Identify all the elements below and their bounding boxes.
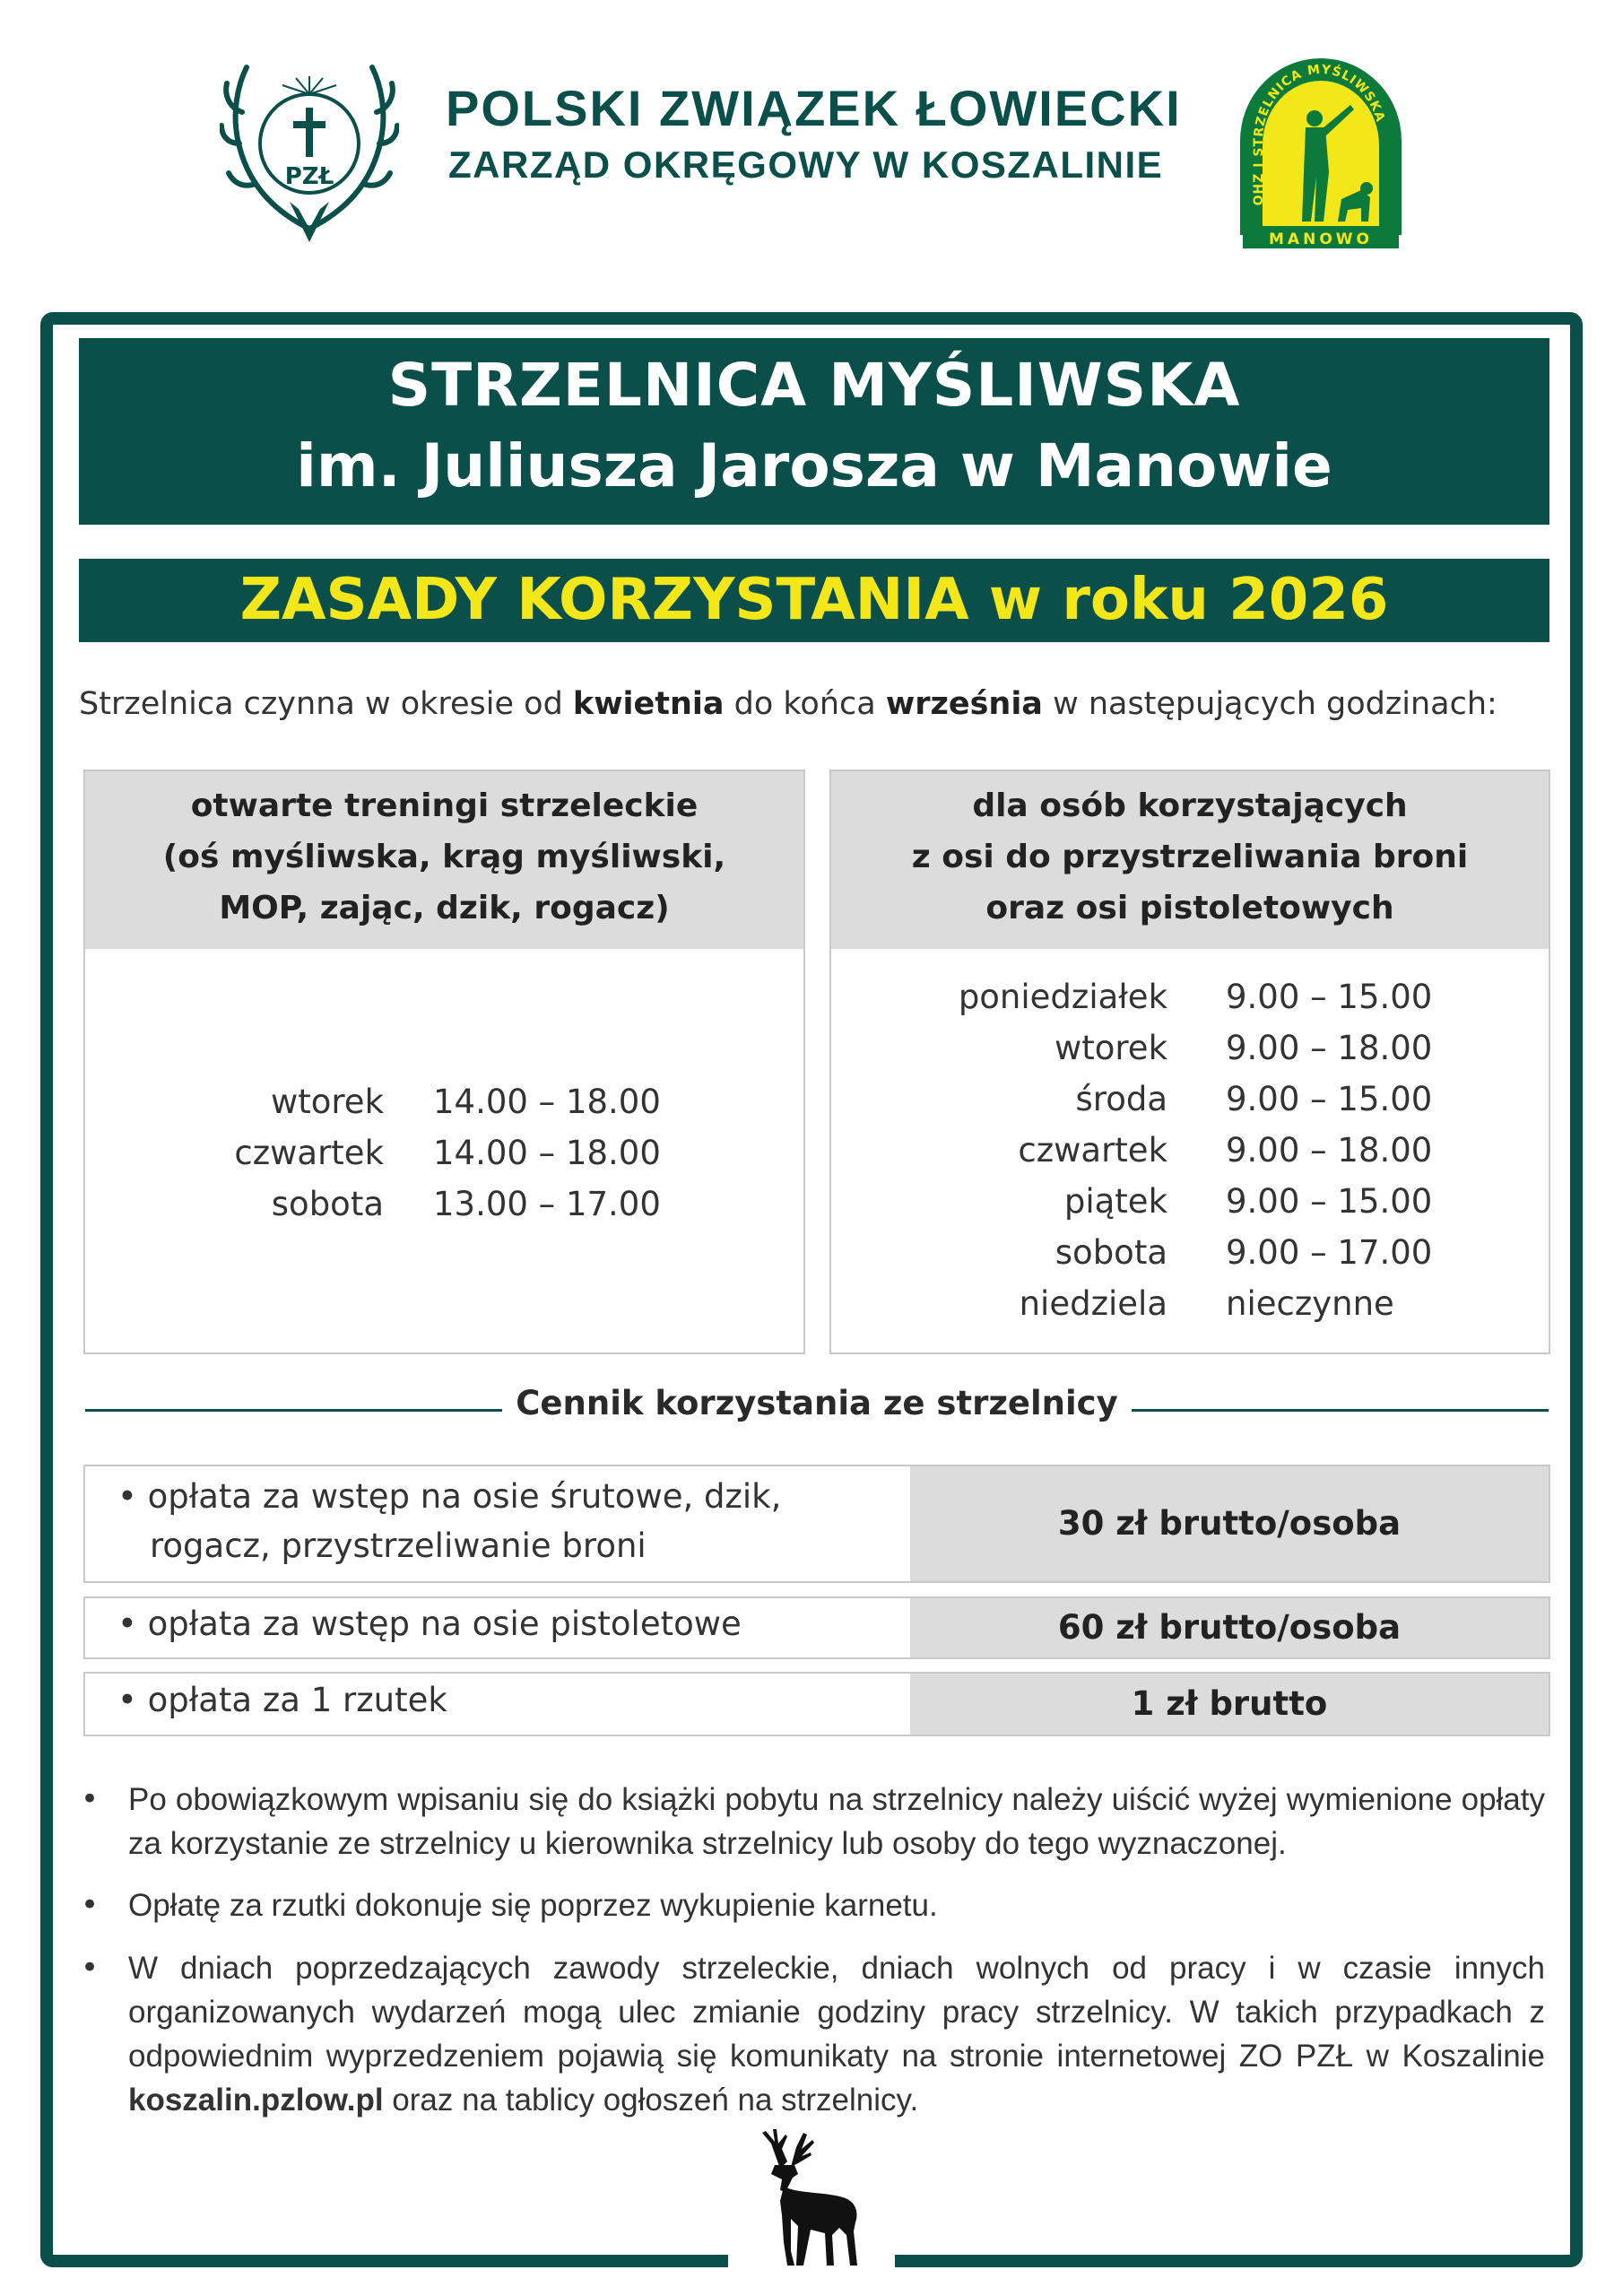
intro-part-2: do końca bbox=[724, 686, 886, 722]
schedule-hours: 13.00 – 17.00 bbox=[433, 1185, 661, 1223]
price-row bbox=[83, 1596, 1550, 1659]
price-description: • opłata za 1 rzutek bbox=[117, 1681, 447, 1719]
rules-title: ZASADY KORZYSTANIA w roku 2026 bbox=[79, 559, 1549, 642]
schedule-day: wtorek bbox=[271, 1083, 384, 1121]
schedule-hours: 14.00 – 18.00 bbox=[433, 1134, 661, 1172]
pricing-title: Cennik korzystania ze strzelnicy bbox=[516, 1384, 1118, 1422]
website-link[interactable]: koszalin.pzlow.pl bbox=[128, 2083, 384, 2118]
schedule-day: wtorek bbox=[1055, 1029, 1167, 1067]
schedule-day: czwartek bbox=[234, 1134, 384, 1172]
note-1: Po obowiązkowym wpisaniu się do książki pobytu na strzelnicy należy uiścić wyżej wymienione opłaty za korzystanie ze strzelnicy u kierownika strzelnicy lub osoby do tego wyznaczonej. bbox=[128, 1782, 1545, 1861]
bullet-icon: • bbox=[81, 1781, 100, 1817]
organization-name: POLSKI ZWIĄZEK ŁOWIECKI bbox=[446, 80, 1182, 136]
note-3-text: W dniach poprzedzających zawody strzeleckie, dniach wolnych od pracy i w czasie innych organizowanych wydarzeń mogą ulec zmianie godziny pracy strzelnicy. W takich przypadkach z odpowiednim wyprzedzeniem pojawią się komunikaty na stronie internetowej ZO PZŁ w Koszalinie bbox=[128, 1951, 1545, 2074]
schedule-day: piątek bbox=[1063, 1182, 1167, 1221]
title-line-1: STRZELNICA MYŚLIWSKA bbox=[387, 351, 1241, 420]
note-2: Opłatę za rzutki dokonuje się poprzez wykupienie karnetu. bbox=[128, 1888, 938, 1923]
schedule-hours: 9.00 – 15.00 bbox=[1226, 1182, 1433, 1221]
schedule-right-header-line: oraz osi pistoletowych bbox=[985, 890, 1394, 926]
price-value: 60 zł brutto/osoba bbox=[910, 1598, 1549, 1657]
schedule-left-header-line: MOP, zając, dzik, rogacz) bbox=[219, 890, 670, 926]
schedule-day: poniedziałek bbox=[958, 978, 1167, 1016]
schedule-hours: 9.00 – 15.00 bbox=[1226, 978, 1433, 1016]
schedule-right-header-line: z osi do przystrzeliwania broni bbox=[911, 839, 1469, 875]
intro-part-3: w następujących godzinach: bbox=[1042, 686, 1497, 722]
intro-bold-september: września bbox=[885, 686, 1043, 722]
organization-subtitle: ZARZĄD OKRĘGOWY W KOSZALINIE bbox=[448, 144, 1164, 186]
schedule-hours: 9.00 – 15.00 bbox=[1226, 1080, 1433, 1118]
schedule-hours: 9.00 – 18.00 bbox=[1226, 1029, 1433, 1067]
schedule-table-open-training bbox=[83, 770, 805, 1354]
schedule-right-header-line: dla osób korzystających bbox=[972, 787, 1408, 824]
price-description: • opłata za wstęp na osie pistoletowe bbox=[117, 1605, 742, 1643]
price-row bbox=[83, 1465, 1550, 1583]
price-description-line-2: rogacz, przystrzeliwanie broni bbox=[150, 1526, 647, 1565]
schedule-day: niedziela bbox=[1019, 1284, 1167, 1323]
stag-icon bbox=[744, 2126, 870, 2269]
note-3 bbox=[128, 1946, 1545, 2122]
schedule-day: czwartek bbox=[1018, 1131, 1167, 1170]
schedule-hours: 14.00 – 18.00 bbox=[433, 1083, 661, 1121]
intro-bold-april: kwietnia bbox=[572, 686, 725, 722]
price-value: 30 zł brutto/osoba bbox=[910, 1466, 1549, 1581]
manowo-arc-text: OHZ I STRZELNICA MYŚLIWSKA bbox=[1251, 62, 1388, 206]
divider-line bbox=[1132, 1409, 1549, 1412]
title-line-2: im. Juliusza Jarosza w Manowie bbox=[296, 431, 1332, 500]
pzl-logo-text: PZŁ bbox=[284, 163, 334, 190]
bullet-icon: • bbox=[81, 1950, 100, 1986]
schedule-table-rifle-pistol bbox=[829, 770, 1550, 1354]
schedule-day: sobota bbox=[271, 1185, 384, 1223]
schedule-day: środa bbox=[1075, 1080, 1167, 1118]
note-3-end: oraz na tablicy ogłoszeń na strzelnicy. bbox=[383, 2083, 919, 2118]
bullet-icon: • bbox=[81, 1887, 100, 1923]
schedule-hours: 9.00 – 18.00 bbox=[1226, 1131, 1433, 1170]
price-row bbox=[83, 1672, 1550, 1736]
manowo-logo bbox=[1236, 56, 1406, 248]
manowo-logo-text: MANOWO bbox=[1269, 230, 1373, 248]
divider-line bbox=[85, 1409, 502, 1412]
pzl-logo bbox=[220, 58, 399, 247]
intro-text bbox=[79, 686, 1549, 722]
schedule-left-header-line: otwarte treningi strzeleckie bbox=[190, 787, 699, 824]
schedule-right-header bbox=[831, 771, 1549, 949]
schedule-hours: nieczynne bbox=[1226, 1284, 1394, 1323]
title-banner bbox=[79, 338, 1549, 525]
schedule-left-header-line: (oś myśliwska, krąg myśliwski, bbox=[162, 839, 726, 875]
schedule-left-header bbox=[85, 771, 803, 949]
intro-part-1: Strzelnica czynna w okresie od bbox=[79, 686, 573, 722]
schedule-day: sobota bbox=[1055, 1233, 1167, 1272]
price-value: 1 zł brutto bbox=[910, 1674, 1549, 1735]
schedule-hours: 9.00 – 17.00 bbox=[1226, 1233, 1433, 1272]
price-description: • opłata za wstęp na osie śrutowe, dzik, bbox=[117, 1477, 782, 1516]
